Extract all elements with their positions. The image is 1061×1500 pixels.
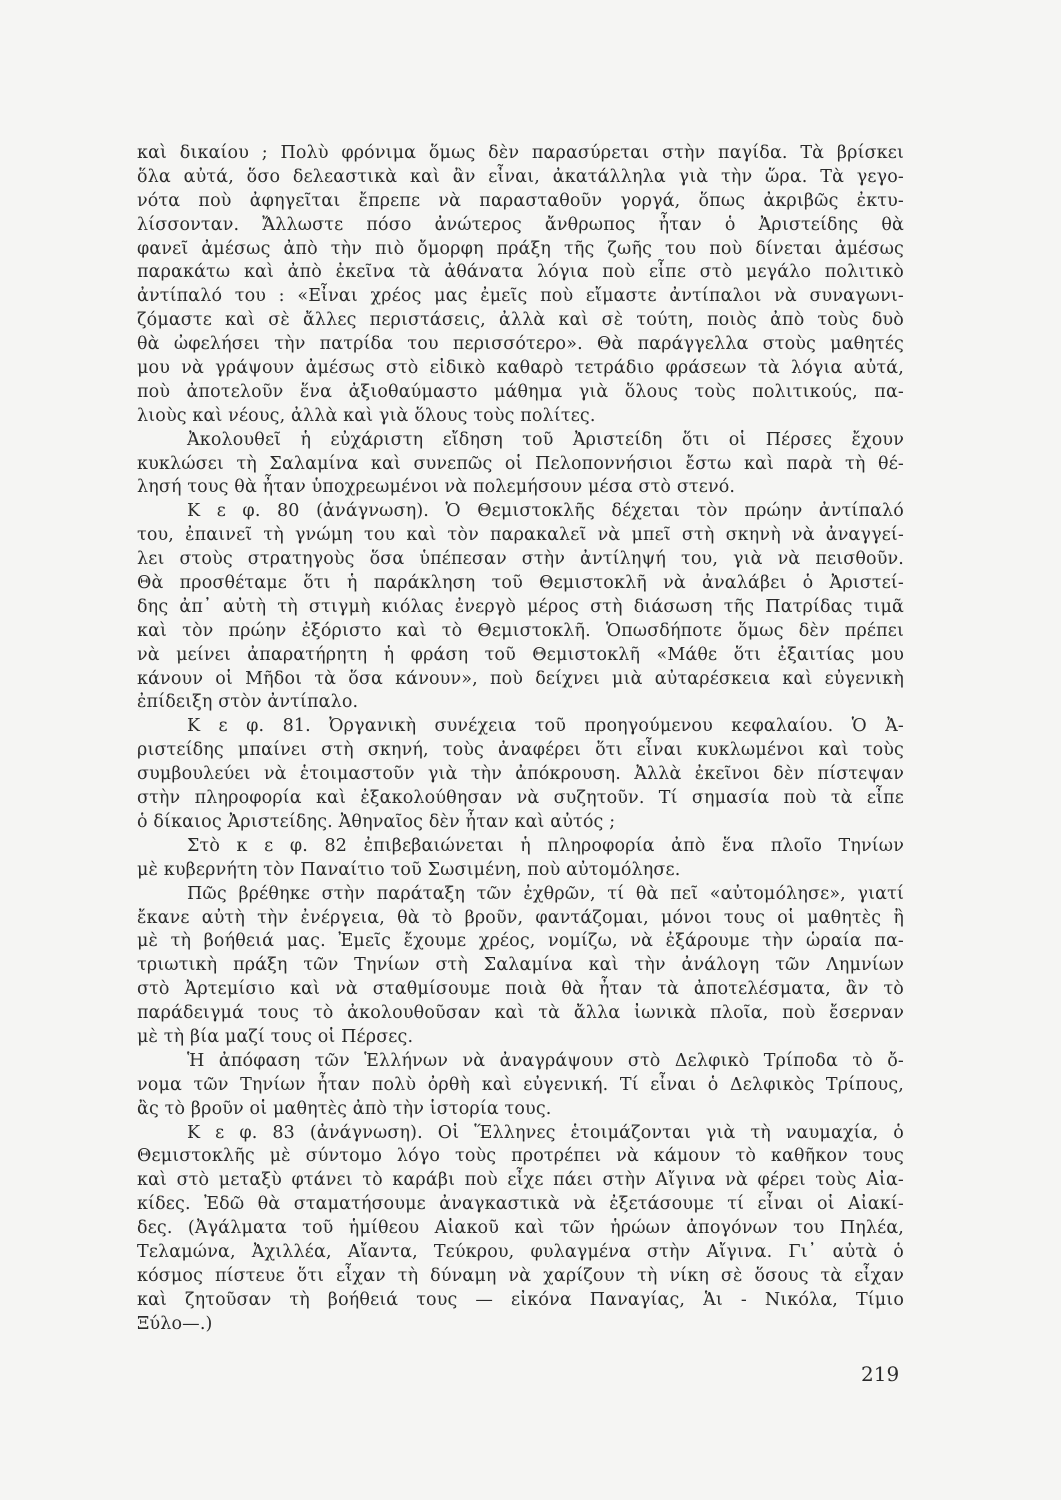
text-line: Κ ε φ. 83 (ἀνάγνωση). Οἱ Ἕλληνες ἑτοιμάζονται γιὰ τὴ ναυμαχία, ὁ [187, 1122, 904, 1143]
text-line: καὶ δικαίου ; Πολὺ φρόνιμα ὅμως δὲν παρασύρεται στὴν παγίδα. Τὰ βρίσκει [137, 143, 904, 163]
text-line: κυκλώσει τὴ Σαλαμίνα καὶ συνεπῶς οἱ Πελοποννήσιοι ἔστω καὶ παρὰ τὴ θέ- [137, 453, 904, 474]
text-line: λιοὺς καὶ νέους, ἀλλὰ καὶ γιὰ ὅλους τοὺς πολίτες. [137, 405, 596, 426]
text-line: ἂς τὸ βροῦν οἱ μαθητὲς ἀπὸ τὴν ἱστορία τους. [137, 1098, 552, 1119]
text-line: μὲ κυβερνήτη τὸν Παναίτιο τοῦ Σωσιμένη, ποὺ αὐτομόλησε. [137, 859, 681, 880]
text-line: Θεμιστοκλῆς μὲ σύντομο λόγο τοὺς προτρέπει νὰ κάμουν τὸ καθῆκον τους [137, 1146, 904, 1167]
text-line: συμβουλεύει νὰ ἑτοιμαστοῦν γιὰ τὴν ἀπόκρουση. Ἀλλὰ ἐκεῖνοι δὲν πίστεψαν [137, 764, 904, 785]
text-line: ποὺ ἀποτελοῦν ἕνα ἀξιοθαύμαστο μάθημα γιὰ ὅλους τοὺς πολιτικούς, πα- [137, 381, 904, 402]
text-line: ὁ δίκαιος Ἀριστείδης. Ἀθηναῖος δὲν ἦταν καὶ αὐτός ; [137, 811, 616, 832]
text-line: στὸ Ἀρτεμίσιο καὶ νὰ σταθμίσουμε ποιὰ θὰ ἦταν τὰ ἀποτελέσματα, ἂν τὸ [137, 979, 904, 1000]
text-line: Τελαμώνα, Ἀχιλλέα, Αἴαντα, Τεύκρου, φυλαγμένα στὴν Αἴγινα. Γι᾿ αὐτὰ ὁ [137, 1241, 904, 1262]
text-line: νὰ μείνει ἀπαρατήρητη ἡ φράση τοῦ Θεμιστοκλῆ «Μάθε ὅτι ἐξαιτίας μου [137, 644, 904, 665]
text-line: νότα ποὺ ἀφηγεῖται ἔπρεπε νὰ παρασταθοῦν γοργά, ὅπως ἀκριβῶς ἐκτυ- [137, 190, 904, 211]
text-line: ἐπίδειξη στὸν ἀντίπαλο. [137, 692, 359, 713]
text-line: μὲ τὴ βία μαζί τους οἱ Πέρσες. [137, 1026, 414, 1047]
text-line: παράδειγμά τους τὸ ἀκολουθοῦσαν καὶ τὰ ἄλλα ἰωνικὰ πλοῖα, ποὺ ἔσερναν [137, 1003, 904, 1024]
text-line: κάνουν οἱ Μῆδοι τὰ ὅσα κάνουν», ποὺ δείχνει μιὰ αὐταρέσκεια καὶ εὐγενικὴ [137, 668, 904, 689]
text-line: Στὸ κ ε φ. 82 ἐπιβεβαιώνεται ἡ πληροφορία ἀπὸ ἕνα πλοῖο Τηνίων [187, 835, 904, 856]
text-line: μὲ τὴ βοήθειά μας. Ἐμεῖς ἔχουμε χρέος, νομίζω, νὰ ἐξάρουμε τὴν ὡραία πα- [137, 931, 904, 952]
text-line: καὶ ζητοῦσαν τὴ βοήθειά τους — εἰκόνα Παναγίας, Ἁι - Νικόλα, Τίμιο [137, 1289, 904, 1310]
text-line: λησή τους θὰ ἦταν ὑποχρεωμένοι νὰ πολεμήσουν μέσα στὸ στενό. [137, 477, 736, 498]
text-line: μου νὰ γράψουν ἀμέσως στὸ εἰδικὸ καθαρὸ τετράδιο φράσεων τὰ λόγια αὐτά, [137, 358, 904, 379]
text-line: Ἀκολουθεῖ ἡ εὐχάριστη εἴδηση τοῦ Ἀριστείδη ὅτι οἱ Πέρσες ἔχουν [187, 429, 904, 450]
text-line: κίδες. Ἐδῶ θὰ σταματήσουμε ἀναγκαστικὰ νὰ ἐξετάσουμε τί εἶναι οἱ Αἰακί- [137, 1194, 904, 1215]
text-line: τριωτικὴ πράξη τῶν Τηνίων στὴ Σαλαμίνα καὶ τὴν ἀνάλογη τῶν Λημνίων [137, 955, 904, 976]
text-line: καὶ τὸν πρώην ἐξόριστο καὶ τὸ Θεμιστοκλῆ. Ὁπωσδήποτε ὅμως δὲν πρέπει [137, 620, 904, 641]
text-line: κόσμος πίστευε ὅτι εἶχαν τὴ δύναμη νὰ χαρίζουν τὴ νίκη σὲ ὅσους τὰ εἶχαν [137, 1265, 904, 1286]
text-line: ἀντίπαλό του : «Εἶναι χρέος μας ἐμεῖς ποὺ εἴμαστε ἀντίπαλοι νὰ συναγωνι- [137, 286, 904, 307]
text-line: Κ ε φ. 80 (ἀνάγνωση). Ὁ Θεμιστοκλῆς δέχεται τὸν πρώην ἀντίπαλό [187, 501, 904, 522]
text-line: του, ἐπαινεῖ τὴ γνώμη του καὶ τὸν παρακαλεῖ νὰ μπεῖ στὴ σκηνὴ νὰ ἀναγγεί- [137, 525, 904, 546]
text-line: παρακάτω καὶ ἀπὸ ἐκεῖνα τὰ ἀθάνατα λόγια ποὺ εἶπε στὸ μεγάλο πολιτικὸ [137, 262, 904, 283]
body-text [137, 142, 904, 1337]
page-number: 219 [861, 1362, 900, 1386]
text-line: ὅλα αὐτά, ὅσο δελεαστικὰ καὶ ἂν εἶναι, ἀκατάλληλα γιὰ τὴν ὥρα. Τὰ γεγο- [137, 166, 904, 187]
text-line: δης ἀπ᾿ αὐτὴ τὴ στιγμὴ κιόλας ἐνεργὸ μέρος στὴ διάσωση τῆς Πατρίδας τιμᾶ [137, 596, 904, 617]
text-line: θὰ ὠφελήσει τὴν πατρίδα του περισσότερο». Θὰ παράγγελλα στοὺς μαθητές [137, 334, 904, 355]
text-line: Θὰ προσθέταμε ὅτι ἡ παράκληση τοῦ Θεμιστοκλῆ νὰ ἀναλάβει ὁ Ἀριστεί- [137, 573, 904, 594]
text-line: ζόμαστε καὶ σὲ ἄλλες περιστάσεις, ἀλλὰ καὶ σὲ τούτη, ποιὸς ἀπὸ τοὺς δυὸ [137, 310, 904, 331]
text-line: στὴν πληροφορία καὶ ἐξακολούθησαν νὰ συζητοῦν. Τί σημασία ποὺ τὰ εἶπε [137, 788, 904, 809]
text-line: Ἡ ἀπόφαση τῶν Ἑλλήνων νὰ ἀναγράψουν στὸ Δελφικὸ Τρίποδα τὸ ὄ- [187, 1050, 904, 1071]
text-line: Κ ε φ. 81. Ὀργανικὴ συνέχεια τοῦ προηγούμενου κεφαλαίου. Ὁ Ἀ- [187, 716, 904, 737]
text-line: καὶ στὸ μεταξὺ φτάνει τὸ καράβι ποὺ εἶχε πάει στὴν Αἴγινα νὰ φέρει τοὺς Αἰα- [137, 1170, 904, 1191]
text-line: λει στοὺς στρατηγοὺς ὅσα ὑπέπεσαν στὴν ἀντίληψή του, γιὰ νὰ πεισθοῦν. [137, 549, 904, 570]
text-line: ριστείδης μπαίνει στὴ σκηνή, τοὺς ἀναφέρει ὅτι εἶναι κυκλωμένοι καὶ τοὺς [137, 740, 904, 761]
text-line: λίσσονταν. Ἄλλωστε πόσο ἀνώτερος ἄνθρωπος ἦταν ὁ Ἀριστείδης θὰ [137, 214, 904, 235]
text-line: νομα τῶν Τηνίων ἦταν πολὺ ὀρθὴ καὶ εὐγενική. Τί εἶναι ὁ Δελφικὸς Τρίπους, [137, 1074, 904, 1095]
text-line: φανεῖ ἀμέσως ἀπὸ τὴν πιὸ ὄμορφη πράξη τῆς ζωῆς του ποὺ δίνεται ἀμέσως [137, 238, 904, 259]
text-line: Ξύλο—.) [137, 1313, 213, 1334]
text-line: δες. (Ἀγάλματα τοῦ ἡμίθεου Αἰακοῦ καὶ τῶν ἡρώων ἀπογόνων του Πηλέα, [137, 1218, 904, 1239]
text-line: ἔκανε αὐτὴ τὴν ἐνέργεια, θὰ τὸ βροῦν, φαντάζομαι, μόνοι τους οἱ μαθητὲς ἢ [137, 907, 904, 928]
text-line: Πῶς βρέθηκε στὴν παράταξη τῶν ἐχθρῶν, τί θὰ πεῖ «αὐτομόλησε», γιατί [187, 883, 904, 904]
